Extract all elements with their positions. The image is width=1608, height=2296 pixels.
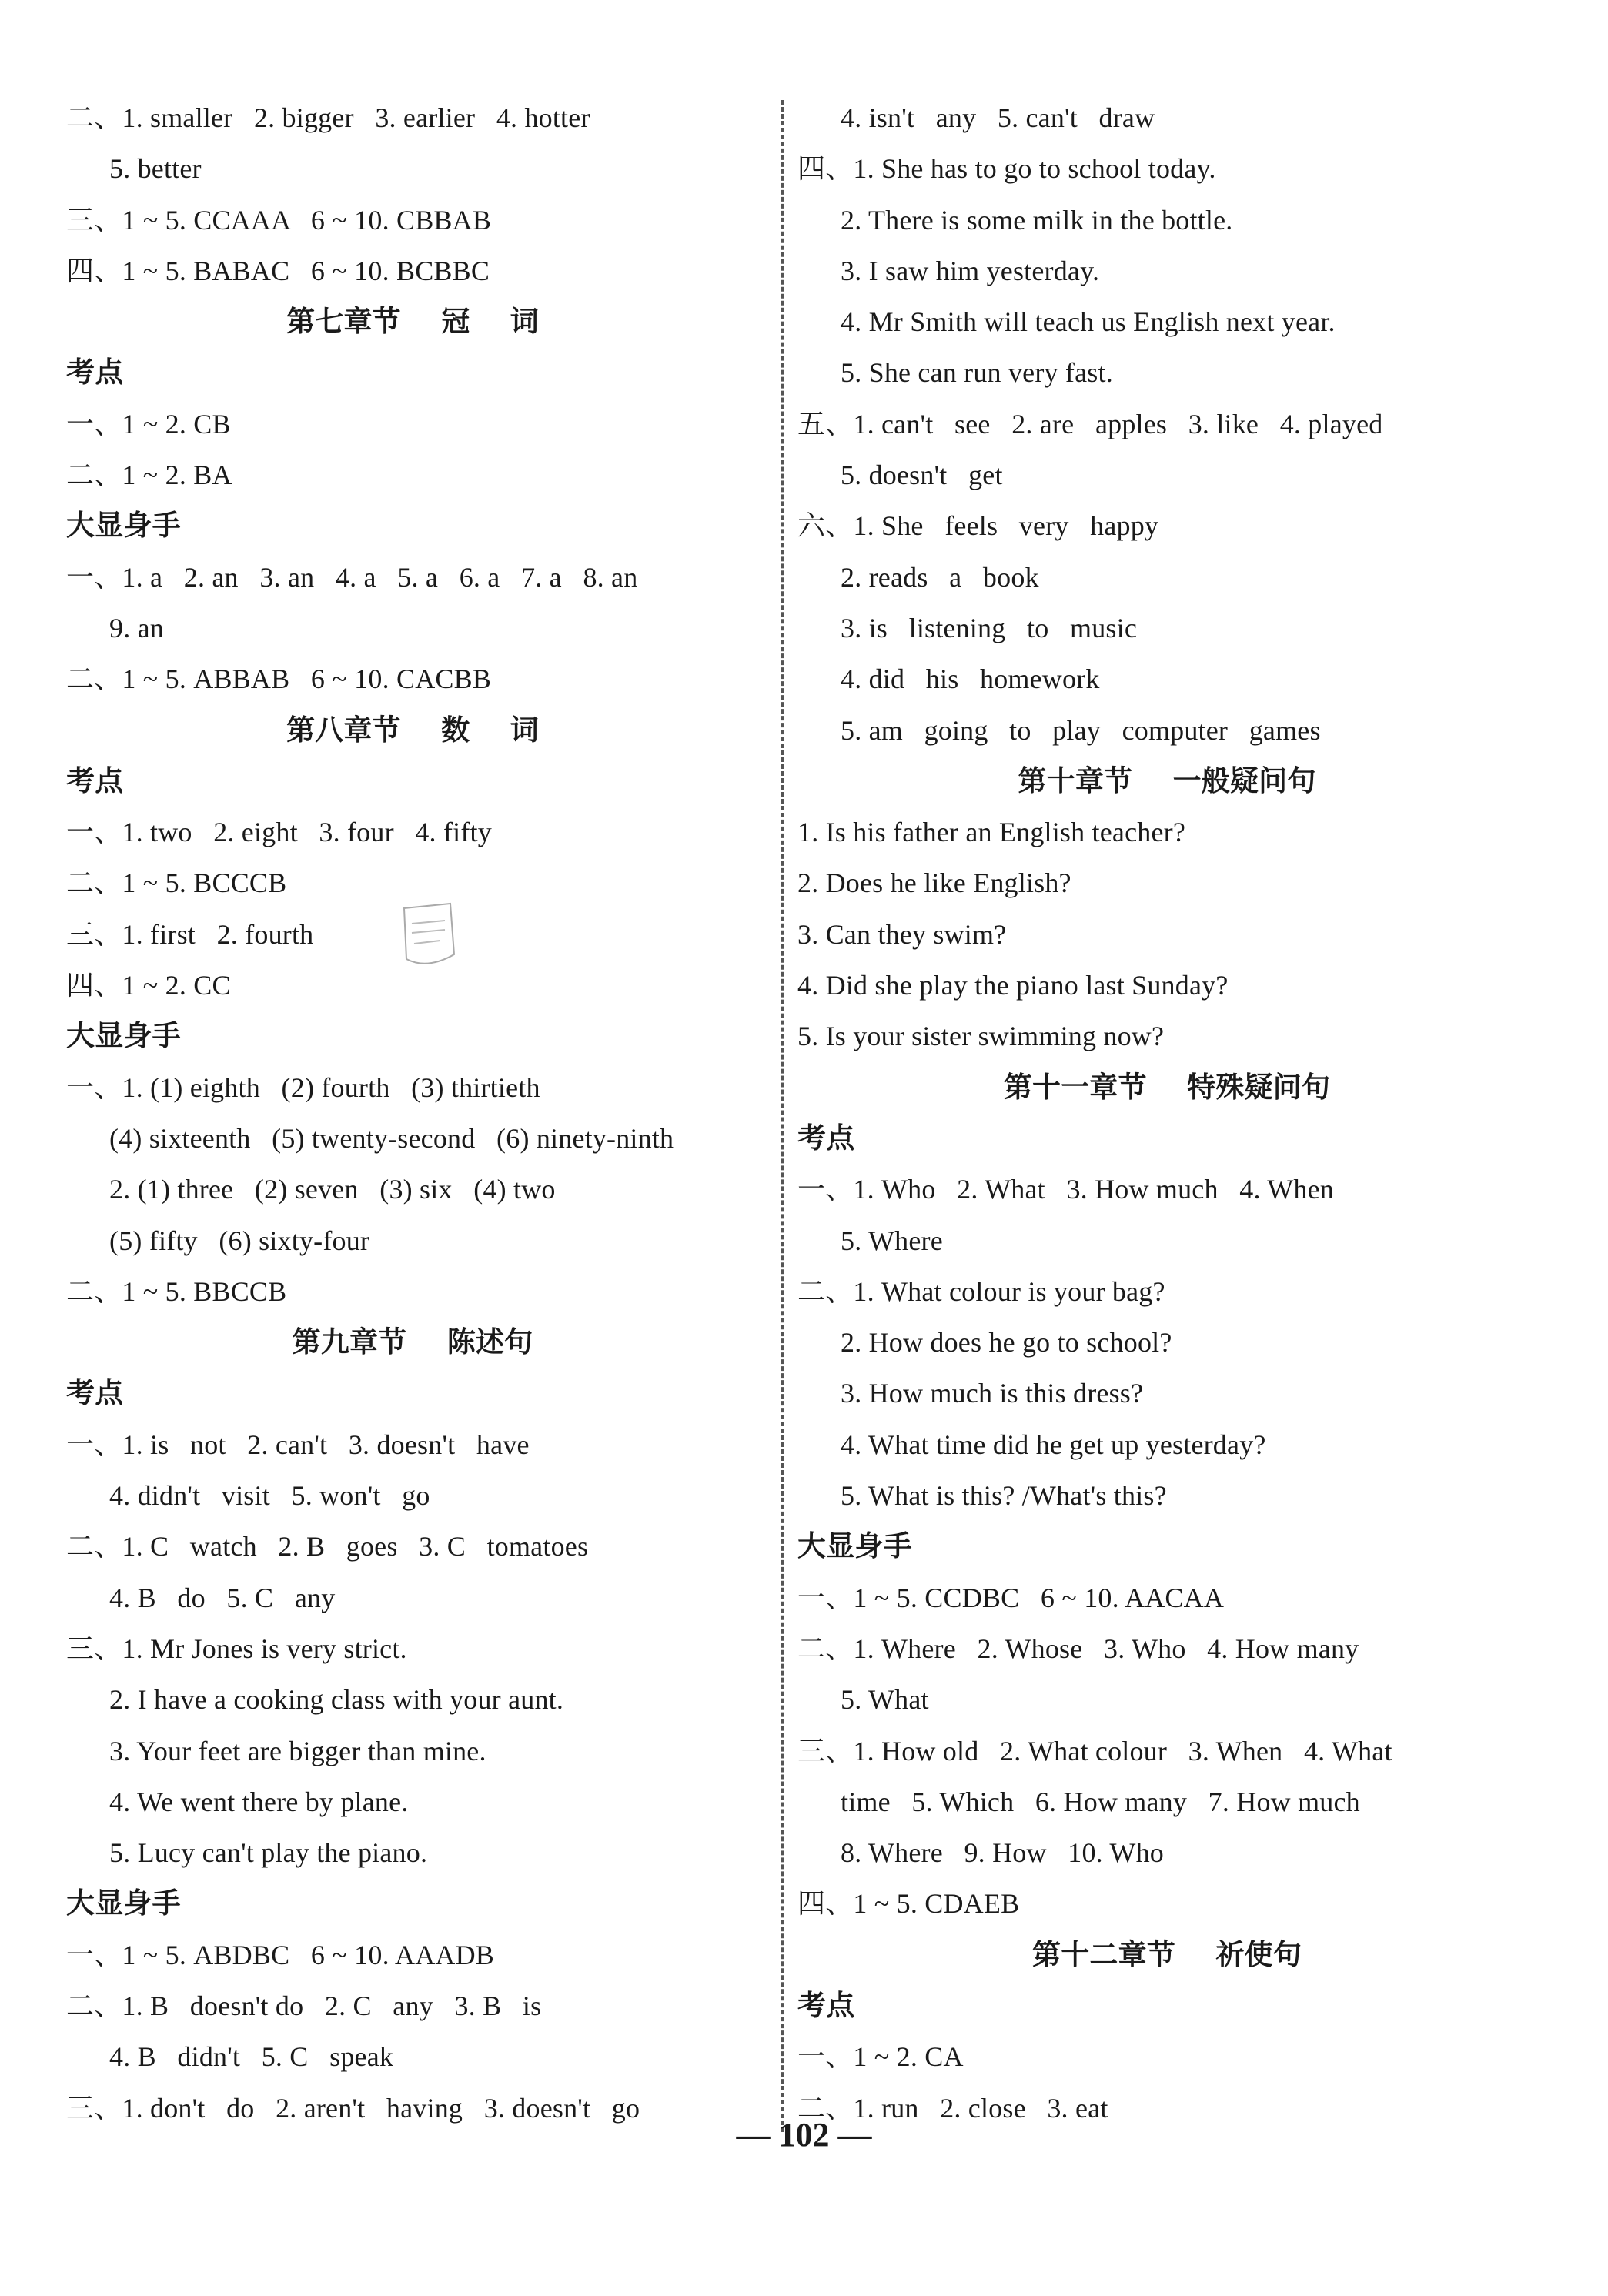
answer-line: 五、1. can't see 2. are apples 3. like 4. played [797, 408, 1383, 439]
answer-line: 5. doesn't get [841, 460, 1003, 491]
section-heading: 第七章节 冠 词 [286, 305, 539, 339]
answer-line: 8. Where 9. How 10. Who [841, 1837, 1164, 1869]
answer-line: 4. B do 5. C any [109, 1582, 336, 1613]
answer-line: 4. We went there by plane. [109, 1786, 409, 1817]
answer-line: 2. reads a book [841, 561, 1039, 593]
answer-line: 5. She can run very fast. [841, 357, 1113, 389]
answer-line: 2. I have a cooking class with your aunt. [109, 1684, 564, 1716]
answer-line: 二、1 ~ 5. BCCCB [66, 867, 287, 899]
subsection-label: 考点 [66, 764, 124, 797]
answer-line: 3. How much is this dress? [841, 1378, 1144, 1409]
answer-line: 三、1. first 2. fourth [66, 918, 314, 950]
answer-line: 一、1 ~ 2. CB [66, 408, 231, 439]
answer-line: 三、1. don't do 2. aren't having 3. doesn't go [66, 2092, 640, 2124]
answer-line: 1. Is his father an English teacher? [797, 817, 1186, 848]
subsection-label: 考点 [66, 356, 124, 389]
subsection-label: 大显身手 [66, 1019, 181, 1053]
subsection-label: 大显身手 [66, 509, 181, 543]
answer-line: 5. What is this? /What's this? [841, 1480, 1167, 1512]
answer-line: 二、1. run 2. close 3. eat [797, 2092, 1108, 2124]
answer-line: 2. There is some milk in the bottle. [841, 204, 1233, 236]
answer-line: 二、1. smaller 2. bigger 3. earlier 4. hotter [66, 102, 590, 133]
answer-line: 二、1 ~ 2. BA [66, 460, 232, 491]
answer-line: 二、1. C watch 2. B goes 3. C tomatoes [66, 1531, 589, 1562]
answer-line: (5) fifty (6) sixty-four [109, 1225, 370, 1256]
page-number: — 102 — [736, 2116, 872, 2154]
answer-line: 4. Did she play the piano last Sunday? [797, 970, 1229, 1001]
answer-line: 5. am going to play computer games [841, 714, 1321, 746]
section-heading: 第十章节 一般疑问句 [1018, 764, 1316, 797]
column-divider [781, 100, 784, 2132]
stamp-icon [385, 893, 470, 978]
answer-line: 六、1. She feels very happy [797, 510, 1159, 542]
answer-line: 一、1 ~ 5. CCDBC 6 ~ 10. AACAA [797, 1582, 1225, 1613]
answer-line: 二、1. Where 2. Whose 3. Who 4. How many [797, 1633, 1359, 1664]
answer-line: 二、1 ~ 5. ABBAB 6 ~ 10. CACBB [66, 663, 492, 695]
answer-line: 4. didn't visit 5. won't go [109, 1480, 430, 1512]
answer-line: 二、1 ~ 5. BBCCB [66, 1275, 287, 1307]
subsection-label: 大显身手 [66, 1887, 181, 1920]
answer-line: 四、1. She has to go to school today. [797, 153, 1216, 185]
answer-line: time 5. Which 6. How many 7. How much [841, 1786, 1360, 1817]
answer-line: 5. better [109, 153, 202, 185]
answer-line: 一、1 ~ 5. ABDBC 6 ~ 10. AAADB [66, 1939, 495, 1970]
answer-line: 一、1. (1) eighth (2) fourth (3) thirtieth [66, 1071, 540, 1103]
answer-line: 3. Your feet are bigger than mine. [109, 1735, 486, 1766]
answer-line: 四、1 ~ 2. CC [66, 970, 231, 1001]
subsection-label: 考点 [797, 1121, 855, 1155]
answer-line: 3. I saw him yesterday. [841, 255, 1100, 286]
answer-line: 2. How does he go to school? [841, 1327, 1172, 1359]
answer-line: 5. Where [841, 1225, 943, 1256]
answer-line: (4) sixteenth (5) twenty-second (6) ninety-ninth [109, 1122, 674, 1154]
answer-line: 4. did his homework [841, 663, 1100, 695]
answer-line: 5. What [841, 1684, 929, 1716]
section-heading: 第十一章节 特殊疑问句 [1003, 1070, 1331, 1104]
subsection-label: 大显身手 [797, 1529, 912, 1563]
answer-line: 3. Can they swim? [797, 918, 1007, 950]
answer-line: 四、1 ~ 5. CDAEB [797, 1888, 1020, 1920]
answer-line: 4. B didn't 5. C speak [109, 2041, 394, 2073]
answer-line: 二、1. What colour is your bag? [797, 1275, 1165, 1307]
section-heading: 第九章节 陈述句 [292, 1325, 533, 1359]
subsection-label: 考点 [797, 1988, 855, 2022]
answer-line: 三、1 ~ 5. CCAAA 6 ~ 10. CBBAB [66, 204, 492, 236]
subsection-label: 考点 [66, 1376, 124, 1410]
section-heading: 第八章节 数 词 [286, 713, 539, 747]
answer-line: 5. Lucy can't play the piano. [109, 1837, 428, 1869]
answer-line: 2. Does he like English? [797, 867, 1071, 899]
answer-line: 3. is listening to music [841, 612, 1138, 643]
answer-line: 二、1. B doesn't do 2. C any 3. B is [66, 1990, 542, 2021]
answer-line: 一、1. two 2. eight 3. four 4. fifty [66, 817, 492, 848]
answer-line: 4. isn't any 5. can't draw [841, 102, 1155, 133]
answer-line: 4. What time did he get up yesterday? [841, 1429, 1266, 1460]
answer-line: 一、1. Who 2. What 3. How much 4. When [797, 1174, 1334, 1205]
answer-line: 一、1. is not 2. can't 3. doesn't have [66, 1429, 530, 1460]
left-column [66, 92, 759, 2134]
answer-line: 4. Mr Smith will teach us English next year. [841, 306, 1336, 338]
answer-line: 三、1. How old 2. What colour 3. When 4. What [797, 1735, 1392, 1766]
section-heading: 第十二章节 祈使句 [1032, 1937, 1302, 1971]
right-column [797, 92, 1536, 2134]
answer-line: 三、1. Mr Jones is very strict. [66, 1633, 407, 1664]
answer-line: 5. Is your sister swimming now? [797, 1021, 1165, 1052]
answer-line: 四、1 ~ 5. BABAC 6 ~ 10. BCBBC [66, 255, 490, 286]
answer-line: 一、1 ~ 2. CA [797, 2041, 964, 2073]
answer-line: 9. an [109, 612, 164, 643]
answer-line: 2. (1) three (2) seven (3) six (4) two [109, 1174, 556, 1205]
answer-line: 一、1. a 2. an 3. an 4. a 5. a 6. a 7. a 8. an [66, 561, 638, 593]
